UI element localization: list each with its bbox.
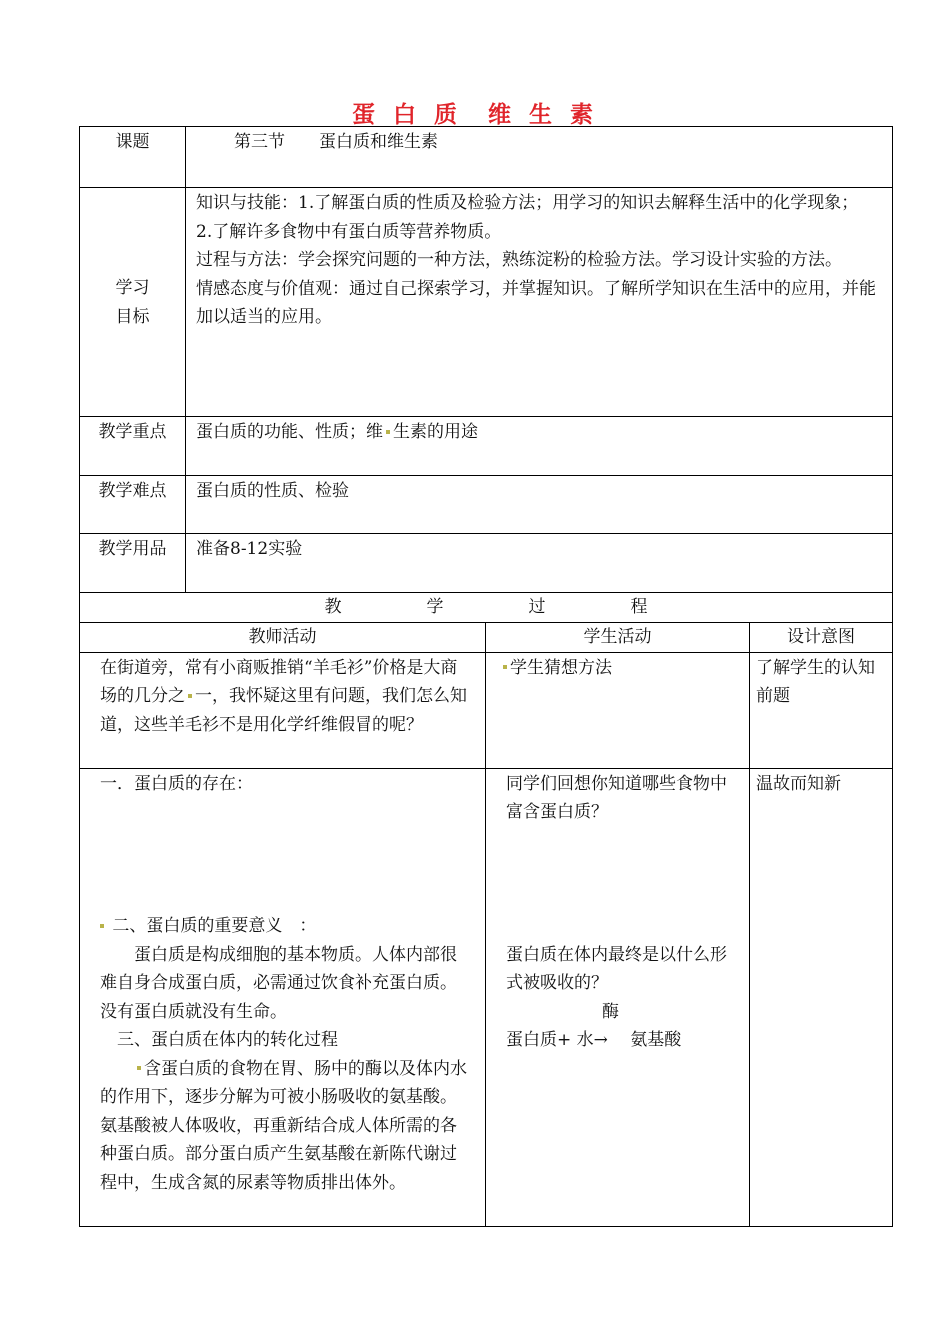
difficulty-value: 蛋白质的性质、检验 [186,476,893,534]
goal-knowledge: 知识与技能：1.了解蛋白质的性质及检验方法；用学习的知识去解释生活中的化学现象； [196,193,859,213]
materials-label: 教学用品 [80,534,186,593]
student-question-2: 蛋白质在体内最终是以什么形式被吸收的？ [506,944,727,993]
key-points-value: 蛋白质的功能、性质；维 生素的用途 [186,417,893,476]
goals-row [80,188,893,417]
process-heading-row [80,593,893,623]
topic-value: 第三节 蛋白质和维生素 [186,127,893,188]
teacher-activity-1: 在街道旁，常有小商贩推销“羊毛衫”价格是大商场的几分之 一，我怀疑这里有问题，我们怎么知道，这些羊毛衫不是用化学纤维假冒的呢？ [80,652,486,768]
title-protein: 蛋 白 质 [351,102,462,128]
marker-dot [386,430,390,434]
materials-value: 准备8-12实验 [186,534,893,593]
difficulty-label: 教学难点 [80,476,186,534]
design-intent-2: 温故而知新 [750,768,893,1226]
design-intent-header: 设计意图 [750,623,893,653]
topic-label: 课题 [80,127,186,188]
page-title [0,96,950,129]
activity-row-2 [80,768,893,1226]
section-existence: 一．蛋白质的存在： [100,773,253,794]
marker-dot [137,1066,141,1070]
teacher-activity-2 [80,768,486,1226]
digestion-equation: 蛋白质+ 水→ 氨基酸 [506,1030,682,1050]
difficulty-row [80,476,893,534]
student-activity-2 [486,768,750,1226]
key-points-row [80,417,893,476]
section-conversion: 三、蛋白质在体内的转化过程 [117,1030,338,1050]
student-question-1: 同学们回想你知道哪些食物中富含蛋白质？ [506,773,727,822]
design-intent-1: 了解学生的认知前题 [750,652,893,768]
topic-row [80,127,893,188]
materials-row [80,534,893,593]
key-points-label: 教学重点 [80,417,186,476]
goal-knowledge-2: 2.了解许多食物中有蛋白质等营养物质。 [196,221,502,242]
goals-label: 学习目标 [80,188,186,417]
title-vitamin: 维 生 素 [488,102,599,128]
conversion-paragraph: 含蛋白质的食物在胃、肠中的酶以及体内水的作用下，逐步分解为可被小肠吸收的氨基酸。氨基酸被人体吸收，再重新结合成人体所需的各种蛋白质。部分蛋白质产生氨基酸在新陈代谢过程中，生成含氮的尿素等物质排出体外。 [100,1058,467,1193]
student-activity-1: 学生猜想方法 [486,652,750,768]
marker-dot [100,924,104,928]
enzyme-label: 酶 [602,1001,619,1022]
marker-dot [503,665,507,669]
column-header-row [80,623,893,653]
marker-dot [188,694,192,698]
process-heading: 教 学 过 程 [80,593,893,623]
importance-paragraph: 蛋白质是构成细胞的基本物质。人体内部很难自身合成蛋白质，必需通过饮食补充蛋白质。没有蛋白质就没有生命。 [100,944,457,1022]
lesson-plan-table [79,126,893,1227]
goal-attitude: 情感态度与价值观：通过自己探索学习，并掌握知识。了解所学知识在生活中的应用，并能加以适当的应用。 [196,278,876,327]
goals-value [186,188,893,417]
student-activity-header: 学生活动 [486,623,750,653]
section-importance: 二、蛋白质的重要意义 ： [100,912,471,941]
activity-row-1 [80,652,893,768]
teacher-activity-header: 教师活动 [80,623,486,653]
goal-process: 过程与方法：学会探究问题的一种方法，熟练淀粉的检验方法。学习设计实验的方法。 [196,250,842,270]
